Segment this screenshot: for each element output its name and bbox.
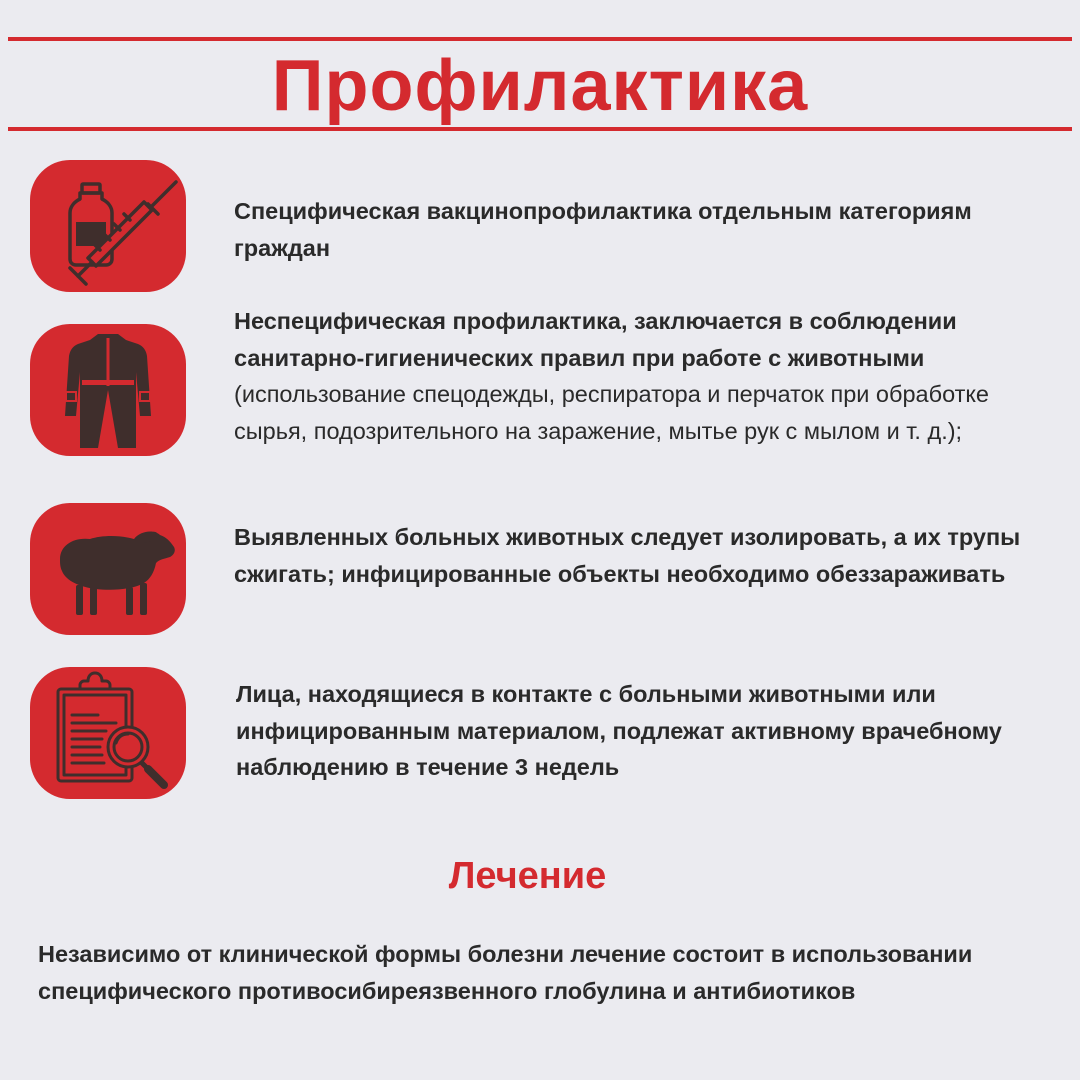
item-text bbox=[234, 193, 1054, 266]
item-text-bold: Специфическая вакцинопрофилактика отдельным категориям граждан bbox=[234, 198, 972, 261]
treatment-text: Независимо от клинической формы болезни лечение состоит в использовании специфического противосибиреязвенного глобулина и антибиотиков bbox=[38, 941, 973, 1004]
item-text-bold: Неспецифическая профилактика, заключается в соблюдении санитарно-гигиенических правил при работе с животными bbox=[234, 308, 957, 371]
title-divider bbox=[8, 127, 1072, 131]
item-text-bold: Лица, находящиеся в контакте с больными животными или инфицированным материалом, подлежат активному врачебному наблюдению в течение 3 недель bbox=[236, 681, 1002, 780]
page-title: Профилактика bbox=[271, 46, 809, 126]
icon-box bbox=[30, 160, 186, 292]
clipboard-magnifier-icon bbox=[30, 667, 186, 799]
vaccine-syringe-icon bbox=[30, 160, 186, 292]
icon-box bbox=[30, 667, 186, 799]
icon-box bbox=[30, 324, 186, 456]
item-text bbox=[234, 519, 1054, 592]
top-divider bbox=[8, 37, 1072, 41]
item-text bbox=[234, 303, 1054, 449]
item-text bbox=[236, 676, 1056, 786]
protective-suit-icon bbox=[30, 324, 186, 456]
treatment-title: Лечение bbox=[448, 855, 607, 897]
item-text-bold: Выявленных больных животных следует изолировать, а их трупы сжигать; инфицированные объекты необходимо обеззараживать bbox=[234, 524, 1021, 587]
icon-box bbox=[30, 503, 186, 635]
item-text-normal: (использование спецодежды, респиратора и перчаток при обработке сырья, подозрительного на заражение, мытье рук с мылом и т. д.); bbox=[234, 381, 989, 444]
sheep-icon bbox=[30, 503, 186, 635]
